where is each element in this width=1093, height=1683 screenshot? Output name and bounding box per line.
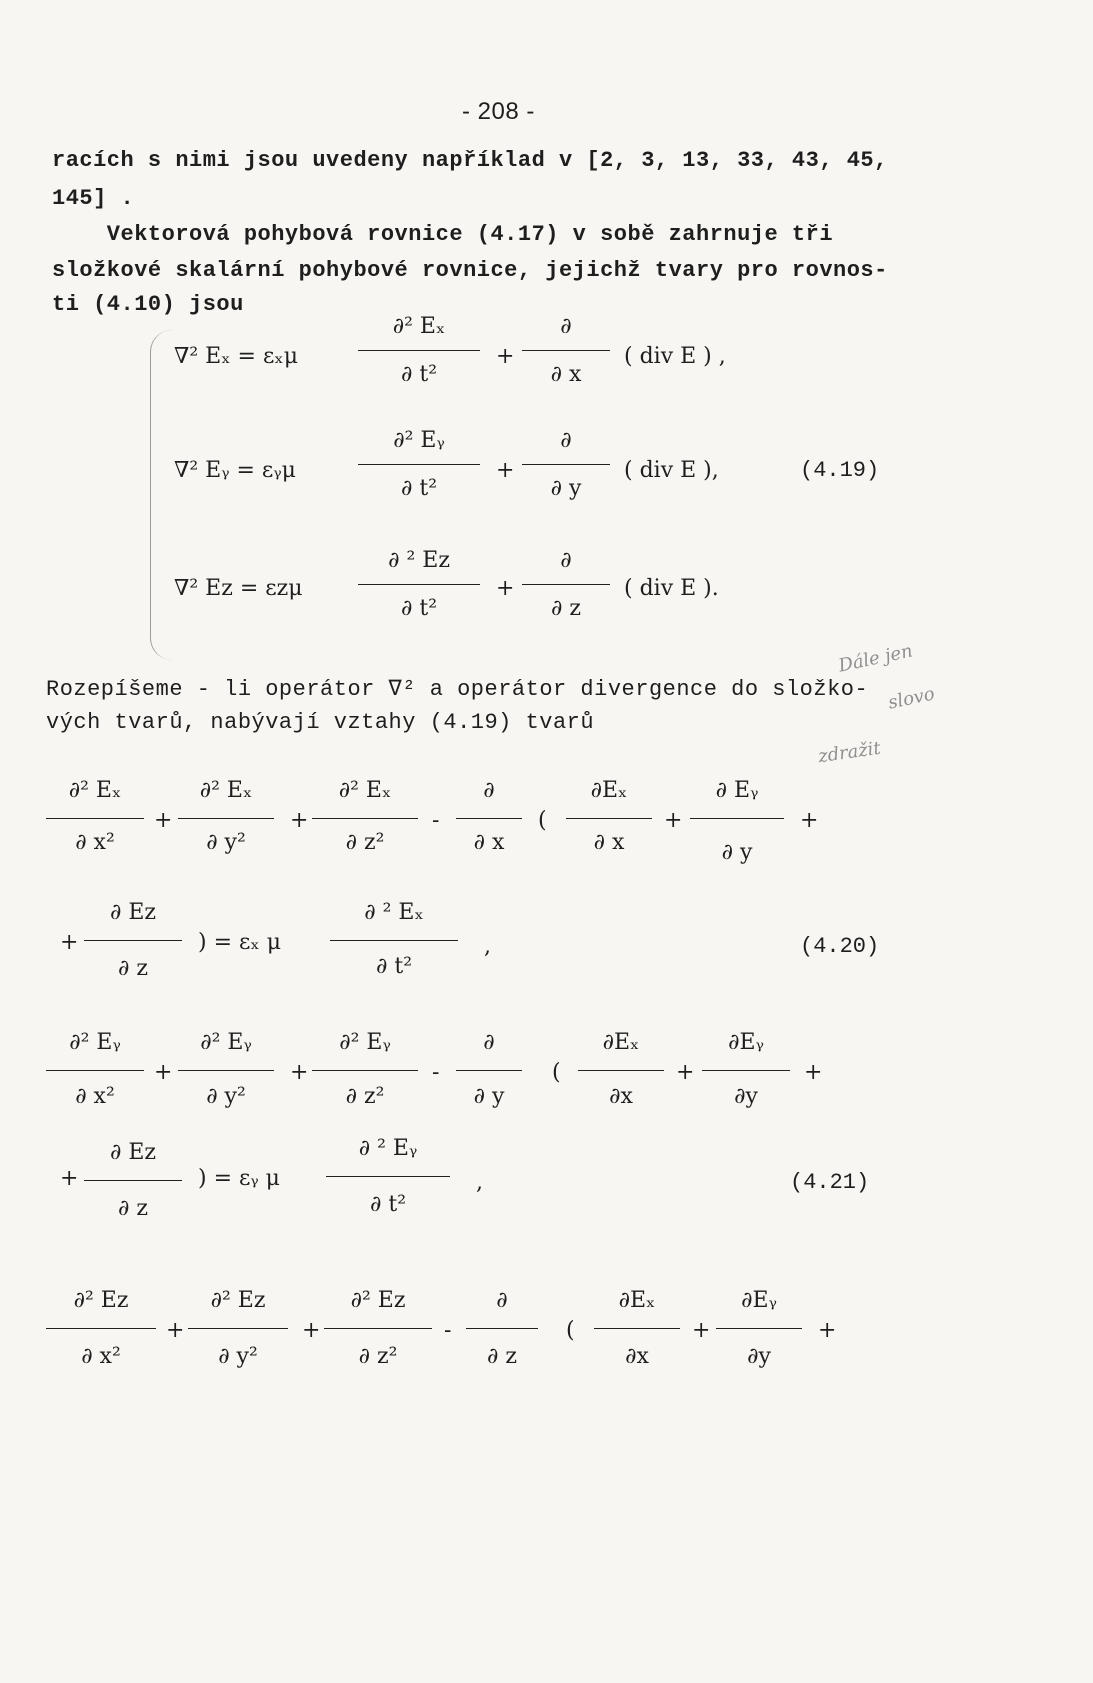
denominator: ∂ z [118, 956, 148, 981]
denominator: ∂ y [550, 476, 582, 501]
operator: + [302, 1318, 321, 1343]
denominator: ∂ x² [75, 830, 115, 855]
denominator: ∂ t² [400, 596, 438, 621]
equation-number: (4.19) [800, 458, 880, 483]
denominator: ∂y [747, 1344, 771, 1369]
fraction-bar [690, 818, 784, 819]
operator-tail: ( div E ). [624, 576, 719, 601]
equation-lhs: ∇² Eₓ = εₓμ [174, 344, 298, 369]
operator: + [154, 808, 173, 833]
denominator: ∂ z [487, 1344, 517, 1369]
numerator: ∂² Ez [73, 1288, 129, 1313]
fraction [594, 1288, 680, 1380]
fraction [358, 314, 480, 398]
denominator: ∂ z² [345, 1084, 385, 1109]
operator-tail: ( div E ), [624, 458, 719, 483]
operator: + [166, 1318, 185, 1343]
denominator: ∂ x² [81, 1344, 121, 1369]
equation-number: (4.20) [800, 934, 880, 959]
text-line: ti (4.10) jsou [52, 292, 244, 317]
fraction-bar [522, 584, 610, 585]
equation-lhs: ∇² Ez = εzμ [174, 576, 303, 601]
text-line: složkové skalární pohybové rovnice, jejichž tvary pro rovnos- [52, 258, 888, 283]
denominator: ∂x [625, 1344, 649, 1369]
text-line: racích s nimi jsou uvedeny například v [2, 3, 13, 33, 43, 45, [52, 148, 888, 173]
operator: - [432, 1060, 440, 1085]
operator: + [692, 1318, 711, 1343]
numerator: ∂² Eₓ [68, 778, 122, 803]
numerator: ∂ Ez [109, 1140, 157, 1165]
fraction [456, 778, 522, 868]
numerator: ∂² Eₓ [338, 778, 392, 803]
fraction-bar [330, 940, 458, 941]
fraction-bar [566, 818, 652, 819]
denominator: ∂ x [593, 830, 625, 855]
denominator: ∂ y² [218, 1344, 258, 1369]
fraction [330, 900, 458, 992]
fraction [46, 1288, 156, 1380]
handwritten-note: zdražit [816, 737, 882, 768]
denominator: ∂ t² [400, 476, 438, 501]
operator: + [496, 576, 515, 601]
numerator: ∂ [483, 1030, 495, 1055]
operator: , [484, 934, 491, 959]
denominator: ∂ z² [358, 1344, 398, 1369]
numerator: ∂Eᵧ [741, 1288, 777, 1313]
operator: ( [538, 808, 547, 833]
denominator: ∂ y [721, 840, 753, 865]
numerator: ∂² Eᵧ [339, 1030, 391, 1055]
handwritten-note: Dále jen [836, 640, 915, 677]
operator: + [676, 1060, 695, 1085]
operator: ( [552, 1060, 561, 1085]
numerator: ∂ ² Ez [388, 548, 450, 573]
operator: + [496, 458, 515, 483]
denominator: ∂ t² [400, 362, 438, 387]
denominator: ∂ t² [369, 1192, 407, 1217]
numerator: ∂ ² Eₓ [364, 900, 424, 925]
fraction-bar [46, 1070, 144, 1071]
text-line: Rozepíšeme - li operátor ∇² a operátor divergence do složko- [46, 677, 869, 702]
operator: ) = εₓ μ [198, 930, 282, 955]
fraction-bar [84, 940, 182, 941]
numerator: ∂² Eᵧ [393, 428, 445, 453]
fraction-bar [324, 1328, 432, 1329]
numerator: ∂² Eᵧ [69, 1030, 121, 1055]
fraction-bar [312, 818, 418, 819]
operator: + [804, 1060, 823, 1085]
denominator: ∂y [734, 1084, 758, 1109]
fraction [46, 778, 144, 868]
fraction-bar [326, 1176, 450, 1177]
operator: + [60, 930, 79, 955]
numerator: ∂Eₓ [618, 1288, 656, 1313]
fraction-bar [522, 350, 610, 351]
operator: - [432, 808, 440, 833]
operator: , [476, 1170, 483, 1195]
equation-lhs: ∇² Eᵧ = εᵧμ [174, 458, 296, 483]
numerator: ∂ Ez [109, 900, 157, 925]
fraction-bar [456, 818, 522, 819]
fraction [324, 1288, 432, 1380]
numerator: ∂² Eᵧ [200, 1030, 252, 1055]
numerator: ∂Eₓ [602, 1030, 640, 1055]
fraction [358, 548, 480, 632]
numerator: ∂² Eₓ [392, 314, 446, 339]
fraction-bar [46, 818, 144, 819]
operator: + [800, 808, 819, 833]
numerator: ∂ Eᵧ [715, 778, 759, 803]
operator: + [818, 1318, 837, 1343]
fraction [716, 1288, 802, 1380]
denominator: ∂ x² [75, 1084, 115, 1109]
fraction [188, 1288, 288, 1380]
numerator: ∂ ² Eᵧ [358, 1136, 418, 1161]
operator: + [664, 808, 683, 833]
fraction-bar [46, 1328, 156, 1329]
fraction-bar [466, 1328, 538, 1329]
fraction [46, 1030, 144, 1120]
operator: + [496, 344, 515, 369]
operator: ) = εᵧ μ [198, 1166, 280, 1191]
denominator: ∂ y² [206, 1084, 246, 1109]
numerator: ∂ [496, 1288, 508, 1313]
fraction [522, 428, 610, 512]
operator: + [290, 808, 309, 833]
handwritten-note: slovo [886, 683, 937, 714]
fraction [178, 778, 274, 868]
fraction [702, 1030, 790, 1120]
numerator: ∂ [560, 428, 572, 453]
operator: + [154, 1060, 173, 1085]
fraction [326, 1136, 450, 1232]
fraction [84, 900, 182, 992]
denominator: ∂ z² [345, 830, 385, 855]
page-number: - 208 - [462, 98, 535, 125]
operator: + [60, 1166, 79, 1191]
fraction [522, 314, 610, 398]
operator: ( [566, 1318, 575, 1343]
fraction-bar [84, 1180, 182, 1181]
fraction-bar [312, 1070, 418, 1071]
fraction-bar [522, 464, 610, 465]
fraction-bar [178, 1070, 274, 1071]
fraction-bar [358, 464, 480, 465]
fraction-bar [358, 584, 480, 585]
fraction [312, 778, 418, 868]
fraction [178, 1030, 274, 1120]
text-line: Vektorová pohybová rovnice (4.17) v sobě zahrnuje tři [52, 222, 834, 247]
fraction-bar [594, 1328, 680, 1329]
denominator: ∂ z [118, 1196, 148, 1221]
fraction [312, 1030, 418, 1120]
operator: + [290, 1060, 309, 1085]
fraction [456, 1030, 522, 1120]
numerator: ∂ [483, 778, 495, 803]
denominator: ∂ x [550, 362, 582, 387]
equation-number: (4.21) [790, 1170, 870, 1195]
fraction [578, 1030, 664, 1120]
numerator: ∂ [560, 314, 572, 339]
text-line: vých tvarů, nabývají vztahy (4.19) tvarů [46, 710, 595, 735]
numerator: ∂Eₓ [590, 778, 628, 803]
fraction-bar [188, 1328, 288, 1329]
fraction-bar [178, 818, 274, 819]
fraction [358, 428, 480, 512]
fraction [690, 778, 784, 878]
numerator: ∂² Ez [350, 1288, 406, 1313]
fraction [466, 1288, 538, 1380]
fraction [522, 548, 610, 632]
operator-tail: ( div E ) , [624, 344, 726, 369]
fraction-bar [716, 1328, 802, 1329]
numerator: ∂² Eₓ [199, 778, 253, 803]
fraction-bar [702, 1070, 790, 1071]
fraction [566, 778, 652, 868]
numerator: ∂Eᵧ [728, 1030, 764, 1055]
denominator: ∂x [609, 1084, 633, 1109]
text-line: 145] . [52, 186, 135, 211]
fraction-bar [358, 350, 480, 351]
denominator: ∂ x [473, 830, 505, 855]
denominator: ∂ y [473, 1084, 505, 1109]
denominator: ∂ z [551, 596, 581, 621]
numerator: ∂ [560, 548, 572, 573]
numerator: ∂² Ez [210, 1288, 266, 1313]
operator: - [444, 1318, 452, 1343]
denominator: ∂ t² [375, 954, 413, 979]
fraction-bar [578, 1070, 664, 1071]
fraction [84, 1140, 182, 1232]
denominator: ∂ y² [206, 830, 246, 855]
fraction-bar [456, 1070, 522, 1071]
system-brace [150, 330, 175, 660]
